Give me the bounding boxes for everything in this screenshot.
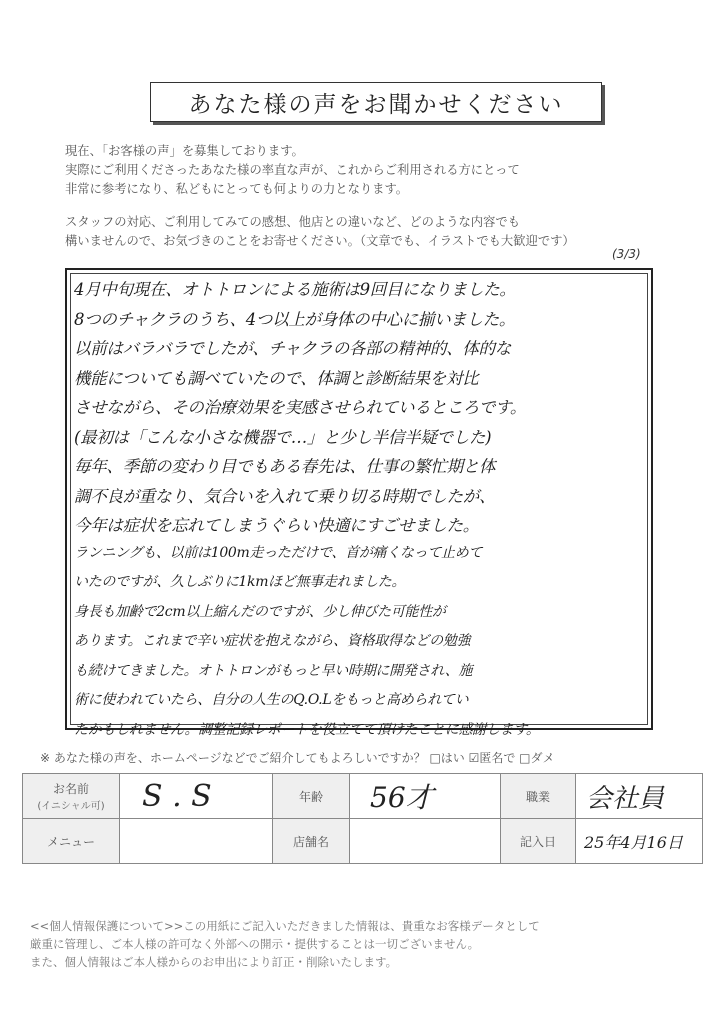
menu-label: メニュー bbox=[23, 819, 120, 864]
intro-line: スタッフの対応、ご利用してみての感想、他店との違いなど、どのような内容でも bbox=[65, 215, 520, 229]
store-value bbox=[350, 819, 501, 864]
handwritten-comment bbox=[74, 276, 648, 748]
name-label-cell bbox=[23, 774, 120, 819]
handwritten-line: させながら、その治療効果を実感させられているところです。 bbox=[74, 398, 527, 417]
handwritten-line: いたのですが、久しぶりに1kmほど無事走れました。 bbox=[74, 574, 406, 590]
handwritten-line: も続けてきました。オトトロンがもっと早い時期に開発され、施 bbox=[74, 662, 473, 679]
name-sublabel: (イニシャル可) bbox=[37, 801, 105, 812]
intro-line: 非常に参考になり、私どもにとっても何よりの力となります。 bbox=[65, 182, 409, 196]
page-title: あなた様の声をお聞かせください bbox=[188, 91, 564, 118]
age-value: 56才 bbox=[350, 774, 501, 819]
privacy-notice bbox=[30, 917, 710, 971]
job-label: 職業 bbox=[501, 774, 576, 819]
page-number: (3/3) bbox=[612, 247, 641, 261]
title-box bbox=[150, 82, 602, 122]
intro-line: 構いませんので、お気づきのことをお寄せください。（文章でも、イラストでも大歓迎です） bbox=[65, 234, 575, 248]
handwritten-line: 今年は症状を忘れてしまうぐらい快適にすごせました。 bbox=[74, 516, 480, 535]
handwritten-line: 以前はバラバラでしたが、チャクラの各部の精神的、体的な bbox=[74, 339, 511, 358]
intro-text bbox=[65, 142, 685, 251]
handwritten-line: たかもしれません。調整記録レポートを役立てて頂けたことに感謝します。 bbox=[74, 721, 540, 738]
handwritten-line: 4月中旬現在、オトトロンによる施術は9回目になりました。 bbox=[74, 280, 516, 299]
handwritten-line: 毎年、季節の変わり目でもある春先は、仕事の繁忙期と体 bbox=[74, 457, 496, 476]
handwritten-line: 術に使われていたら、自分の人生のQ.O.Lをもっと高められてい bbox=[74, 692, 469, 708]
date-label: 記入日 bbox=[501, 819, 576, 864]
handwritten-line: 身長も加齢で2cm以上縮んだのですが、少し伸びた可能性が bbox=[74, 603, 446, 620]
customer-info-table bbox=[22, 773, 703, 864]
privacy-line: <<個人情報保護について>>この用紙にご記入いただきました情報は、貴重なお客様データとして bbox=[30, 919, 540, 933]
age-label: 年齢 bbox=[273, 774, 350, 819]
job-value: 会社員 bbox=[576, 774, 703, 819]
handwritten-line: あります。これまで辛い症状を抱えながら、資格取得などの勉強 bbox=[74, 633, 471, 649]
intro-line: 実際にご利用くださったあなた様の率直な声が、これからご利用される方にとって bbox=[65, 163, 520, 177]
date-value: 25年4月16日 bbox=[576, 819, 703, 864]
intro-line: 現在、「お客様の声」を募集しております。 bbox=[65, 144, 304, 158]
handwritten-line: ランニングも、以前は100m走っただけで、首が痛くなって止めて bbox=[74, 544, 483, 561]
menu-value bbox=[120, 819, 273, 864]
handwritten-line: 調不良が重なり、気合いを入れて乗り切る時期でしたが、 bbox=[74, 486, 496, 506]
consent-question: ※ あなた様の声を、ホームページなどでご紹介してもよろしいですか？ □はい ☑匿名で □ダメ bbox=[40, 751, 555, 765]
store-label: 店舗名 bbox=[273, 819, 350, 864]
handwritten-line: (最初は「こんな小さな機器で…」と少し半信半疑でした) bbox=[74, 427, 492, 447]
handwritten-line: 8つのチャクラのうち、4つ以上が身体の中心に揃いました。 bbox=[74, 309, 516, 329]
privacy-line: また、個人情報はご本人様からのお申出により訂正・削除いたします。 bbox=[30, 955, 398, 969]
privacy-line: 厳重に管理し、ご本人様の許可なく外部への開示・提供することは一切ございません。 bbox=[30, 937, 480, 951]
name-value: S . S bbox=[120, 774, 273, 819]
handwritten-line: 機能についても調べていたので、体調と診断結果を対比 bbox=[74, 368, 479, 388]
name-label: お名前 bbox=[52, 782, 89, 796]
